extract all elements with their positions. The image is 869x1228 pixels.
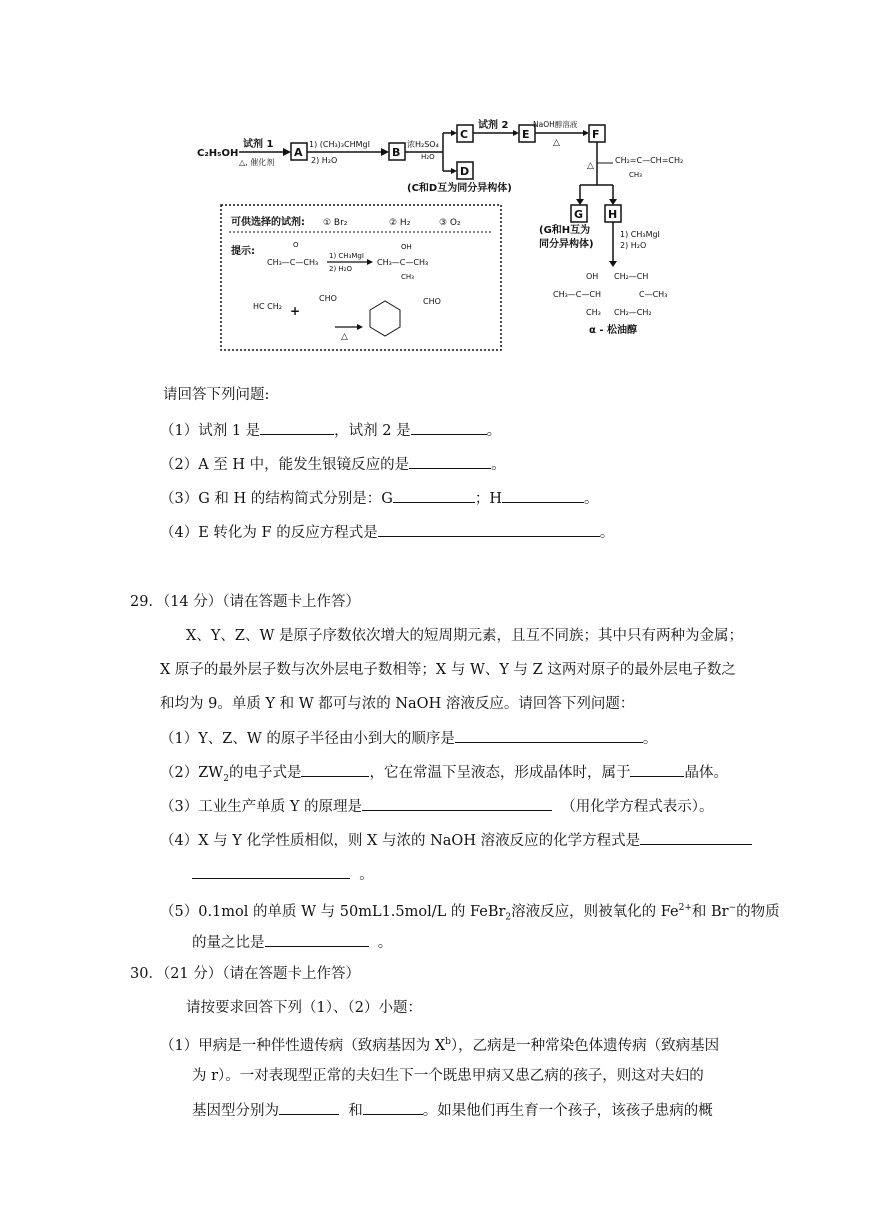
- box-e: E: [522, 128, 530, 141]
- box-g: G: [574, 208, 584, 221]
- q29-para-3: 和均为 9。单质 Y 和 W 都可与浓的 NaOH 溶液反应。请回答下列问题：: [160, 696, 635, 712]
- reagent-h2o: H₂O: [421, 153, 435, 161]
- hint-label: 提示:: [231, 246, 255, 257]
- q29-4: （4）X 与 Y 化学性质相似，则 X 与浓的 NaOH 溶液反应的化学方程式是: [160, 830, 752, 851]
- reagent-grignard: 1) (CH₃)₃CHMgI: [309, 140, 370, 149]
- answer-blank[interactable]: [301, 762, 369, 777]
- answer-blank[interactable]: [409, 454, 491, 469]
- hint2-delta: △: [341, 332, 348, 342]
- answer-blank[interactable]: [630, 762, 684, 777]
- h-water: 2) H₂O: [620, 241, 647, 250]
- choice-3: ③ O₂: [439, 218, 461, 228]
- reaction-scheme: [195, 105, 750, 355]
- q29-para-2: X 原子的最外层子数与次外层电子数相等；X 与 W、Y 与 Z 这两对原子的最外层电子数之: [160, 662, 736, 678]
- q30-1: （1）甲病是一种伴性遗传病（致病基因为 $X^b$），乙病是一种常染色体遗传病（致病基因: [160, 1037, 720, 1054]
- q30-1-cont-1: 为 r）。一对表现型正常的夫妇生下一个既患甲病又患乙病的孩子，则这对夫妇的: [192, 1068, 704, 1084]
- q28-2: （2）A 至 H 中，能发生银镜反应的是 。: [160, 454, 506, 475]
- answer-blank[interactable]: [362, 796, 552, 811]
- f-delta: △: [587, 161, 594, 171]
- hint2-plus: +: [290, 304, 301, 318]
- gh-isomer-note-1: (G和H互为: [539, 225, 591, 236]
- product-ring-top: CH₂—CH: [614, 272, 649, 281]
- box-f: F: [592, 128, 600, 141]
- product-oh: OH: [586, 272, 599, 281]
- answer-blank[interactable]: [192, 864, 350, 879]
- start-compound: C₂H₅OH: [197, 148, 239, 159]
- box-c: C: [460, 128, 469, 141]
- q30-heading: 30．（21 分）（请在答题卡上作答）: [130, 966, 361, 982]
- box-b: B: [392, 146, 401, 159]
- reagent-h2so4: 浓H₂SO₄: [407, 140, 439, 149]
- hint1-water: 2) H₂O: [329, 265, 352, 273]
- gh-isomer-note-2: 同分异构体): [539, 239, 594, 250]
- answer-blank[interactable]: [455, 728, 643, 743]
- reagent-1-label: 试剂 1: [243, 139, 274, 150]
- product-right: C—CH₃: [639, 290, 668, 299]
- answer-blank[interactable]: [279, 1100, 339, 1115]
- answer-blank[interactable]: [260, 420, 334, 435]
- f-diene-reagent: CH₂=C—CH=CH₂: [615, 156, 684, 165]
- q28-1: （1）试剂 1 是 ，试剂 2 是 。: [160, 420, 501, 441]
- hint2-aldehyde: CHO: [319, 294, 337, 303]
- reagent-2-label: 试剂 2: [478, 120, 509, 131]
- answer-blank[interactable]: [393, 488, 475, 503]
- hint2-diene: HC CH₂: [253, 302, 282, 311]
- q29-5: （5）0.1mol 的单质 W 与 50mL1.5mol/L 的 FeBr$_2$溶液反应，则被氧化的 $Fe^{2+}$和 Br−的物质: [160, 903, 780, 923]
- q28-4: （4）E 转化为 F 的反应方程式是 。: [160, 522, 614, 543]
- hint2-product-cho: CHO: [423, 297, 441, 306]
- naoh-alcohol-label: NaOH醇溶液: [533, 120, 578, 129]
- q30-1-cont-2: 基因型分别为 和 。如果他们再生育一个孩子，该孩子患病的概: [192, 1100, 713, 1121]
- q29-4-cont: 。: [192, 864, 374, 885]
- q29-1: （1）Y、Z、W 的原子半径由小到大的顺序是 。: [160, 728, 657, 749]
- q29-heading: 29．（14 分）（请在答题卡上作答）: [130, 594, 361, 610]
- reagent-water: 2) H₂O: [311, 156, 338, 165]
- choice-2: ② H₂: [389, 218, 411, 228]
- answer-blank[interactable]: [363, 1100, 423, 1115]
- answer-blank[interactable]: [378, 522, 600, 537]
- cd-isomer-note: (C和D互为同分异构体): [407, 183, 512, 194]
- answer-blank[interactable]: [502, 488, 584, 503]
- hint1-ketone: CH₃—C—CH₃: [267, 258, 319, 267]
- q28-3: （3）G 和 H 的结构简式分别是：G ；H 。: [160, 488, 599, 509]
- q29-3: （3）工业生产单质 Y 的原理是 （用化学方程式表示）。: [160, 796, 713, 817]
- hint1-oxygen: O: [293, 241, 299, 249]
- choice-1: ① Br₂: [323, 218, 348, 228]
- hint1-oh: OH: [401, 243, 412, 251]
- answer-blank[interactable]: [640, 830, 752, 845]
- hint1-alcohol: CH₃—C—CH₃: [377, 258, 429, 267]
- box-h: H: [608, 208, 618, 221]
- answer-blank[interactable]: [265, 932, 369, 947]
- box-d: D: [460, 165, 470, 178]
- q29-2: $(2)ZW_2$的电子式是 ，它在常温下呈液态，形成晶体时，属于 晶体。: [160, 762, 728, 789]
- q29-para-1: X、Y、Z、W 是原子序数依次增大的短周期元素，且互不同族；其中只有两种为金属；: [186, 628, 743, 644]
- answer-blank[interactable]: [411, 420, 487, 435]
- naoh-delta: △: [553, 138, 560, 148]
- box-a: A: [294, 146, 303, 159]
- intro-line: 请回答下列问题:: [163, 387, 270, 403]
- q29-5-cont: 的量之比是 。: [192, 932, 392, 953]
- f-diene-methyl: CH₃: [629, 171, 642, 179]
- hint1-grignard: 1) CH₃MgI: [329, 252, 364, 260]
- hint1-methyl: CH₃: [401, 273, 414, 281]
- product-ring-bottom: CH₂—CH₂: [614, 308, 652, 317]
- q30-intro: 请按要求回答下列（1）、（2）小题：: [186, 1000, 422, 1016]
- product-bottom-methyl: CH₃: [586, 308, 601, 317]
- h-grignard: 1) CH₃MgI: [620, 230, 660, 239]
- product-left: CH₃—C—CH: [553, 290, 601, 299]
- reagent-1-condition: △, 催化剂: [239, 158, 275, 167]
- choices-label: 可供选择的试剂:: [231, 217, 305, 228]
- product-name: α - 松油醇: [589, 325, 637, 336]
